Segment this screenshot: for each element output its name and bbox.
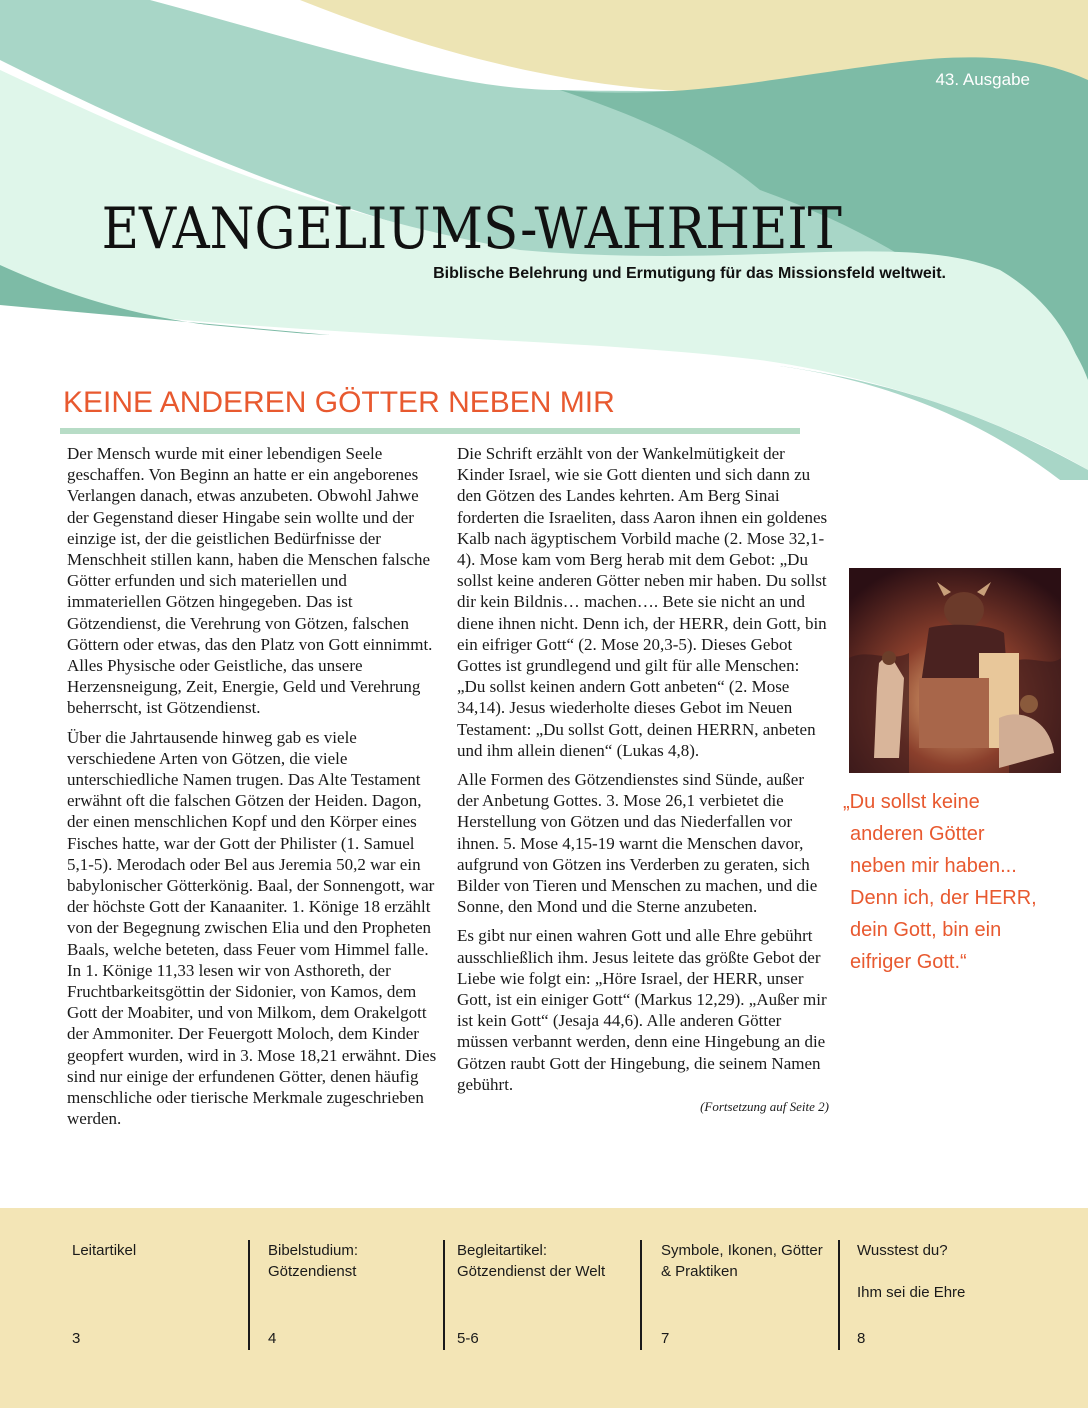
toc-title: Symbole, Ikonen, Götter & Praktiken bbox=[661, 1242, 823, 1280]
golden-calf-illustration bbox=[849, 568, 1061, 773]
toc-page: 5-6 bbox=[457, 1330, 479, 1347]
headline-rule bbox=[60, 428, 800, 434]
toc-item[interactable] bbox=[457, 1240, 637, 1348]
toc-divider bbox=[248, 1240, 250, 1350]
newsletter-tagline: Biblische Belehrung und Ermutigung für das Missionsfeld weltweit. bbox=[433, 265, 946, 282]
pull-quote-line: eifriger Gott.“ bbox=[850, 951, 967, 973]
toc-item[interactable] bbox=[857, 1240, 1037, 1348]
pull-quote-line: neben mir haben... bbox=[850, 855, 1017, 877]
issue-number: 43. Ausgabe bbox=[935, 70, 1030, 89]
pull-quote-line: anderen Götter bbox=[850, 823, 985, 845]
pull-quote-line: „Du sollst keine bbox=[843, 791, 980, 813]
table-of-contents bbox=[0, 1208, 1088, 1408]
paragraph: Über die Jahrtausende hinweg gab es viele verschiedene Arten von Götzen, die viele unterschiedliche Namen trugen. Das Alte Testament erwähnt oft die falschen Götzen der Heiden. Dagon, der einen menschlichen Kopf und den Körper eines Fisches hatte, war der Gott der Philister (1. Samuel 5,1-5). Merodach oder Bel aus Jeremia 50,2 war ein babylonischer Götterkönig. Baal, der Sonnengott, war der höchste Gott der Kanaaniter. 1. Könige 18 erzählt von der Begegnung zwischen Elia und den Propheten Baals, welche beteten, dass Feuer vom Himmel falle. In 1. Könige 11,33 lesen wir von Asthoreth, der Fruchtbarkeitsgöttin der Sidonier, von Kamos, dem Gott der Moabiter, und von Milkom, dem Orakelgott der Ammoniter. Der Feuergott Moloch, dem Kinder geopfert wurden, wird in 3. Mose 18,21 erwähnt. Dies sind nur einige der erfundenen Götter, denen häufig menschliche oder tierische Merkmale zugeschrieben werden. bbox=[67, 727, 437, 1129]
paragraph: Der Mensch wurde mit einer lebendigen Seele geschaffen. Von Beginn an hatte er ein angeborenes Verlangen danach, etwas anzubeten. Obwohl Jahwe der Gegenstand dieser Hingabe sein wollte und der einzige ist, der die geistlichen Bedürfnisse der Menschheit stillen kann, haben die Menschen falsche Götter erfunden und sich materiellen und immateriellen Götzen hingegeben. Das ist Götzendienst, die Verehrung von Götzen, falschen Göttern oder etwas, das den Platz von Gott einnimmt. Alles Physische oder Geistliche, das unsere Herzensneigung, Zeit, Energie, Geld und Verehrung beherrscht, ist Götzendienst. bbox=[67, 444, 433, 718]
toc-divider bbox=[640, 1240, 642, 1350]
toc-item[interactable] bbox=[72, 1240, 242, 1348]
toc-title: Wusstest du? bbox=[857, 1242, 948, 1259]
toc-page: 3 bbox=[72, 1330, 81, 1347]
toc-title: Bibelstudium: Götzendienst bbox=[268, 1242, 359, 1280]
article-column-2 bbox=[457, 443, 829, 1115]
toc-title: Leitartikel bbox=[72, 1242, 137, 1259]
toc-title: Begleitartikel: Götzendienst der Welt bbox=[457, 1242, 606, 1280]
continued-note: (Fortsetzung auf Seite 2) bbox=[700, 1099, 829, 1115]
pull-quote-line: dein Gott, bin ein bbox=[850, 919, 1002, 941]
toc-item[interactable] bbox=[268, 1240, 428, 1348]
newsletter-title: EVANGELIUMS-WAHRHEIT bbox=[101, 196, 842, 262]
toc-subtitle: Ihm sei die Ehre bbox=[857, 1284, 966, 1301]
pull-quote-line: Denn ich, der HERR, bbox=[850, 887, 1037, 909]
paragraph: Alle Formen des Götzendienstes sind Sünde, außer der Anbetung Gottes. 3. Mose 26,1 verbietet die Herstellung von Götzen und das Niederfallen vor ihnen. 5. Mose 4,15-19 warnt die Menschen davor, aufgrund von Götzen ins Verderben zu geraten, sich Bilder von Tieren und Menschen zu machen, und die Sonne, den Mond und die Sterne anzubeten. bbox=[457, 770, 818, 917]
paragraph: Es gibt nur einen wahren Gott und alle Ehre gebührt ausschließlich ihm. Jesus leitete das größte Gebot der Liebe wie folgt ein: „Höre Israel, der HERR, unser Gott, ist ein einiger Gott“ (Markus 12,29). „Außer mir ist kein Gott“ (Jesaja 44,6). Alle anderen Götter müssen verbannt werden, denn eine Hingebung an die Götzen raubt Gott der Hingebung, die seinem Namen gebührt. bbox=[457, 926, 827, 1094]
pull-quote bbox=[843, 786, 1063, 978]
toc-divider bbox=[838, 1240, 840, 1350]
toc-page: 4 bbox=[268, 1330, 277, 1347]
toc-item[interactable] bbox=[661, 1240, 826, 1348]
article-headline: KEINE ANDEREN GÖTTER NEBEN MIR bbox=[63, 386, 615, 419]
article-column-1 bbox=[67, 443, 439, 1138]
toc-divider bbox=[443, 1240, 445, 1350]
toc-page: 8 bbox=[857, 1330, 866, 1347]
paragraph: Die Schrift erzählt von der Wankelmütigkeit der Kinder Israel, wie sie Gott dienten und sich dann zu den Götzen des Landes kehrten. Am Berg Sinai forderten die Israeliten, dass Aaron ihnen ein goldenes Kalb nach ägyptischem Vorbild mache (2. Mose 32,1-4). Mose kam vom Berg herab mit dem Gebot: „Du sollst keine anderen Götter neben mir haben. Du sollst dir kein Bildnis… machen…. Bete sie nicht an und diene ihnen nicht. Denn ich, der HERR, dein Gott, bin ein eifriger Gott“ (2. Mose 20,3-5). Dieses Gebot Gottes ist grundlegend und gilt für alle Menschen: „Du sollst keinen andern Gott anbeten“ (2. Mose 34,14). Jesus wiederholte dieses Gebot im Neuen Testament: „Du sollst Gott, deinen HERRN, anbeten und ihm allein dienen“ (Lukas 4,8). bbox=[457, 444, 828, 760]
toc-page: 7 bbox=[661, 1330, 670, 1347]
